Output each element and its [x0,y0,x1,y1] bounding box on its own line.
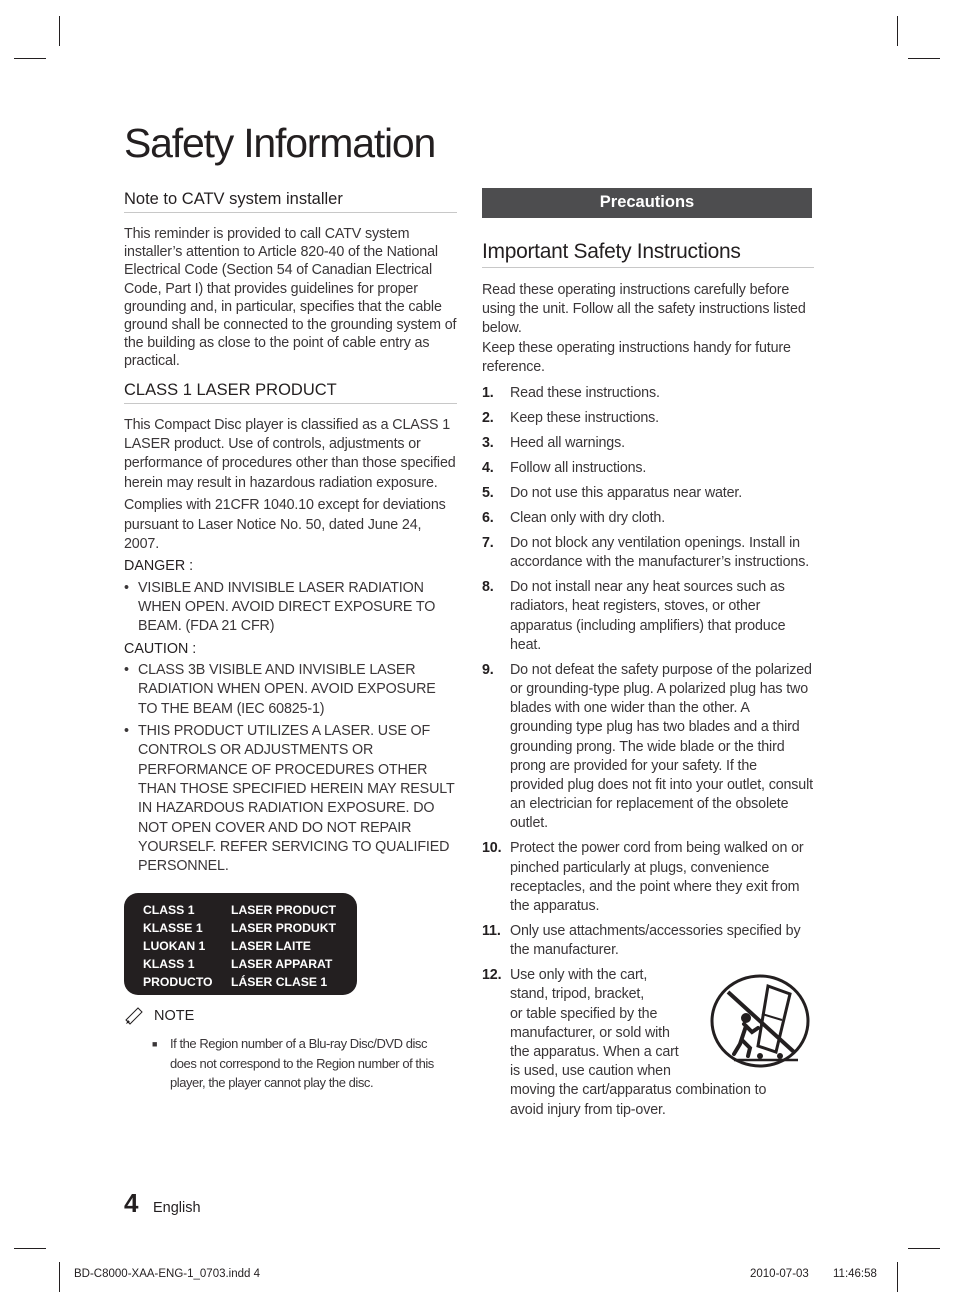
crop-mark [14,58,46,59]
laser-text: This Compact Disc player is classified as a CLASS 1 LASER product. Use of controls, adjustments or performance of procedures other than those specified herein may result in hazardous radiation exposure. [124,416,456,491]
laser-label-row: KLASS 1 LASER APPARAT [143,957,333,972]
left-column [124,190,457,1093]
page-language: English [153,1200,201,1216]
complies-text: Complies with 21CFR 1040.10 except for deviations pursuant to Laser Notice No. 50, dated June 24, 2007. [124,497,446,553]
note-item: ■ If the Region number of a Blu-ray Disc/DVD disc does not correspond to the Region number of this player, the player cannot play the disc. [152,1036,434,1091]
laser-label-row: CLASS 1 LASER PRODUCT [143,903,336,918]
caution-item: • THIS PRODUCT UTILIZES A LASER. USE OF CONTROLS OR ADJUSTMENTS OR PERFORMANCE OF PROCEDURES OTHER THAN THOSE SPECIFIED HEREIN MAY RESULT IN HAZARDOUS RADIATION EXPOSURE. DO NOT OPEN COVER AND DO NOT REPAIR YOURSELF. REFER SERVICING TO QUALIFIED PERSONNEL. [124,723,455,875]
list-item: 1. Read these instructions. [482,385,660,402]
cart-tip-over-warning-icon [710,974,810,1068]
list-item: 4. Follow all instructions. [482,460,647,477]
note-label: NOTE [154,1008,195,1025]
laser-label-row: LUOKAN 1 LASER LAITE [143,939,311,954]
pencil-icon [124,1007,146,1025]
caution-item: • CLASS 3B VISIBLE AND INVISIBLE LASER RADIATION WHEN OPEN. AVOID EXPOSURE TO THE BEAM (IEC 60825-1) [124,662,436,717]
note-heading [124,1007,457,1025]
list-item: 8. Do not install near any heat sources such as radiators, heat registers, stoves, or other apparatus (including amplifiers) that produce heat. [482,579,786,653]
crop-mark [14,1248,46,1249]
slug-date: 2010-07-03 [750,1268,809,1280]
list-item: 5. Do not use this apparatus near water. [482,485,743,502]
laser-label-row: KLASSE 1 LASER PRODUKT [143,921,336,936]
intro-text-2: Keep these operating instructions handy for future reference. [482,339,791,375]
danger-label: DANGER : [124,558,194,575]
list-item: 2. Keep these instructions. [482,410,659,427]
list-item: 9. Do not defeat the safety purpose of the polarized or grounding-type plug. A polarized plug has two blades with one wider than the other. A grounding type plug has two blades and a third grounding prong. The wide blade or the third prong are provided for your safety. If the provided plug does not fit into your outlet, consult an electrician for replacement of the obsolete outlet. [482,661,813,832]
section-bar-precautions: Precautions [482,188,812,218]
crop-mark [59,16,60,46]
slug-time: 11:46:58 [833,1268,877,1280]
intro-text: Read these operating instructions carefully before using the unit. Follow all the safety instructions listed below. [482,282,806,337]
crop-mark [908,58,940,59]
list-item: 6. Clean only with dry cloth. [482,510,666,527]
list-item: 7. Do not block any ventilation openings. Install in accordance with the manufacturer’s instructions. [482,535,810,571]
crop-mark [59,1262,60,1292]
list-item: 10. Protect the power cord from being walked on or pinched particularly at plugs, convenience receptacles, and the point where they exit from the apparatus. [482,840,804,915]
instruction-list [482,384,814,1120]
list-item: 12. Use only with the cart, stand, tripod, bracket, or table specified by the manufacturer, or sold with the apparatus. When a cart is used, use caution when moving the cart/apparatus combination to avoid injury from tip-over. [482,966,814,1120]
laser-class-label [124,893,357,995]
list-item: 3. Heed all warnings. [482,435,625,452]
list-item: 11. Only use attachments/accessories specified by the manufacturer. [482,923,801,959]
laser-heading: CLASS 1 LASER PRODUCT [124,381,457,404]
crop-mark [897,1262,898,1292]
crop-mark [897,16,898,46]
page-number: 4 [124,1188,139,1218]
laser-label-row: PRODUCTO LÁSER CLASE 1 [143,975,328,990]
slug-filename: BD-C8000-XAA-ENG-1_0703.indd 4 [74,1268,261,1280]
caution-label: CAUTION : [124,640,197,657]
crop-mark [908,1248,940,1249]
catv-heading: Note to CATV system installer [124,190,457,213]
danger-item: • VISIBLE AND INVISIBLE LASER RADIATION WHEN OPEN. AVOID DIRECT EXPOSURE TO BEAM. (FDA 21 CFR) [124,579,436,635]
safety-heading: Important Safety Instructions [482,240,814,268]
right-column [482,188,814,1126]
page-title: Safety Information [124,120,436,166]
catv-text: This reminder is provided to call CATV system installer’s attention to Article 820-40 of the National Electrical Code (Section 54 of Canadian Electrical Code, Part I) that provides guidelines for proper grounding and, in particular, specifies that the cable ground shall be connected to the grounding system of the building as close to the point of cable entry as practical. [124,226,457,370]
